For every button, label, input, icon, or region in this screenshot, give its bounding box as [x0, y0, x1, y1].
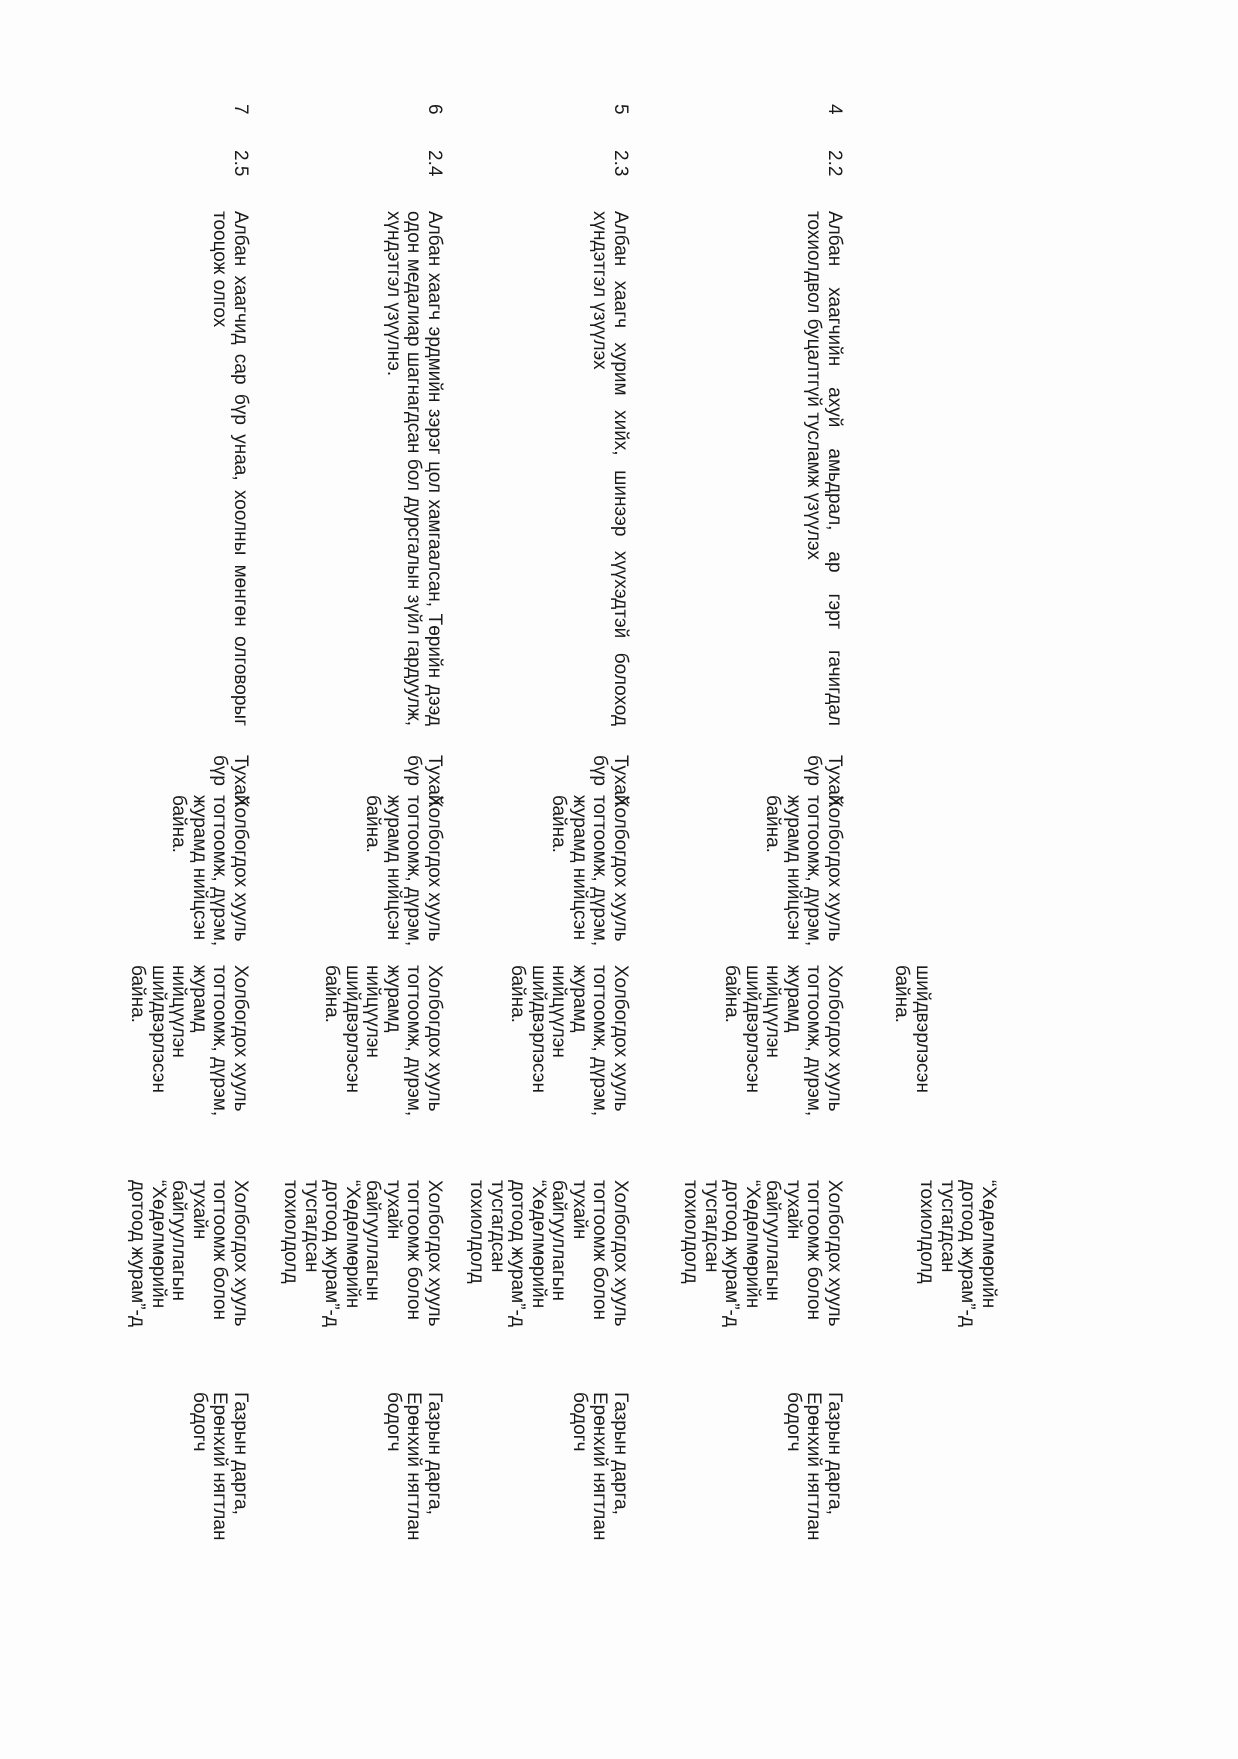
- evidence-line: байна.: [721, 965, 743, 1023]
- frequency-line: Тухай: [424, 755, 445, 806]
- basis-line: дотоод журам”-д: [507, 1180, 529, 1327]
- basis-line: тогтоомж болон: [403, 1180, 425, 1321]
- continuation-evidence-line: шийдвэрлэсэн: [912, 965, 933, 1093]
- law-status-line: байна.: [762, 795, 784, 853]
- row-code: 2.5: [230, 150, 251, 177]
- law-status-line: тогтоомж, дүрэм,: [403, 795, 425, 947]
- row-law-status: [362, 795, 444, 945]
- row-basis: [127, 1180, 250, 1355]
- row-activity: Албан хаагч эрдмийн зэрэг цол хамгаалсан, Төрийн дээд одон медалиар шагнагдсан бол дурсгалын зүйл гардуулж, хүндэтгэл үзүүлнэ.: [383, 211, 445, 726]
- evidence-line: Холбогдох хууль: [824, 965, 845, 1112]
- law-status-line: Холбогдох хууль: [824, 795, 845, 942]
- evidence-line: байна.: [507, 965, 529, 1023]
- basis-line: тогтоомж болон: [803, 1180, 825, 1321]
- basis-line: тусгагдсан: [301, 1180, 322, 1273]
- row-code: 2.2: [824, 150, 845, 177]
- frequency-line: Тухай: [230, 755, 251, 806]
- row-responsible: [189, 1392, 251, 1572]
- responsible-line: Газрын дарга,: [424, 1392, 445, 1515]
- law-status-line: тогтоомж, дүрэм,: [589, 795, 611, 947]
- row-responsible: [569, 1392, 631, 1572]
- basis-line: “Хөдөлмөрийн: [342, 1180, 363, 1309]
- law-status-line: журамд нийцсэн: [189, 795, 210, 941]
- frequency-line: Тухай: [824, 755, 845, 806]
- row-law-status: [168, 795, 250, 945]
- basis-line: тухайн: [189, 1180, 210, 1240]
- law-status-line: журамд нийцсэн: [783, 795, 804, 941]
- basis-line: байгууллагын: [762, 1180, 784, 1301]
- continuation-evidence-line: байна.: [891, 965, 913, 1023]
- basis-line: дотоод журам”-д: [127, 1180, 149, 1327]
- basis-line: тусгагдсан: [701, 1180, 722, 1273]
- basis-line: тохиолдолд: [680, 1180, 702, 1284]
- law-status-line: журамд нийцсэн: [383, 795, 404, 941]
- evidence-line: Холбогдох хууль: [424, 965, 445, 1112]
- continuation-basis-line: дотоод журам”-д: [957, 1180, 979, 1327]
- responsible-line: Ерөнхий нягтлан: [403, 1392, 425, 1541]
- frequency-line: бүр: [403, 755, 425, 786]
- basis-line: Холбогдох хууль: [230, 1180, 251, 1327]
- evidence-line: байна.: [321, 965, 343, 1023]
- evidence-line: тогтоомж, дүрэм,: [803, 965, 825, 1117]
- basis-line: “Хөдөлмөрийн: [742, 1180, 763, 1309]
- row-basis: [466, 1180, 630, 1355]
- evidence-line: шийдвэрлэсэн: [342, 965, 363, 1093]
- evidence-line: нийцүүлэн: [548, 965, 570, 1058]
- evidence-line: журамд: [189, 965, 210, 1033]
- row-basis: [280, 1180, 444, 1355]
- row-evidence: [721, 965, 844, 1140]
- basis-line: “Хөдөлмөрийн: [148, 1180, 169, 1309]
- row-code: 2.3: [610, 150, 631, 177]
- basis-line: тухайн: [383, 1180, 404, 1240]
- law-status-line: Холбогдох хууль: [230, 795, 251, 942]
- basis-line: байгууллагын: [168, 1180, 190, 1301]
- responsible-line: Ерөнхий нягтлан: [589, 1392, 611, 1541]
- row-activity: Албан хаагчийн ахуй амьдрал, ар гэрт гачигдал тохиолдвол буцалтгүй тусламж үзүүлэх: [803, 211, 845, 726]
- continuation-basis-line: “Хөдөлмөрийн: [978, 1180, 999, 1309]
- law-status-line: журамд нийцсэн: [569, 795, 590, 941]
- row-basis: [680, 1180, 844, 1355]
- basis-line: тогтоомж болон: [589, 1180, 611, 1321]
- continuation-basis-line: тусгагдсан: [937, 1180, 958, 1273]
- basis-line: Холбогдох хууль: [610, 1180, 631, 1327]
- basis-line: тохиолдолд: [466, 1180, 488, 1284]
- responsible-line: бодогч: [189, 1392, 210, 1452]
- evidence-line: журамд: [569, 965, 590, 1033]
- law-status-line: тогтоомж, дүрэм,: [803, 795, 825, 947]
- row-number: 4: [824, 104, 845, 115]
- basis-line: тухайн: [783, 1180, 804, 1240]
- responsible-line: Газрын дарга,: [824, 1392, 845, 1515]
- continuation-evidence: [891, 965, 933, 1093]
- basis-line: байгууллагын: [548, 1180, 570, 1301]
- evidence-line: шийдвэрлэсэн: [742, 965, 763, 1093]
- continuation-basis-line: тохиолдолд: [916, 1180, 938, 1284]
- law-status-line: байна.: [168, 795, 190, 853]
- responsible-line: Ерөнхий нягтлан: [209, 1392, 231, 1541]
- evidence-line: нийцүүлэн: [362, 965, 384, 1058]
- evidence-line: тогтоомж, дүрэм,: [589, 965, 611, 1117]
- row-activity: Албан хаагч хурим хийх, шинээр хүүхэдтэй болоход хүндэтгэл үзүүлэх: [589, 211, 631, 726]
- basis-line: тусгагдсан: [487, 1180, 508, 1273]
- basis-line: Холбогдох хууль: [424, 1180, 445, 1327]
- evidence-line: байна.: [127, 965, 149, 1023]
- basis-line: байгууллагын: [362, 1180, 384, 1301]
- responsible-line: Газрын дарга,: [230, 1392, 251, 1515]
- basis-line: тухайн: [569, 1180, 590, 1240]
- basis-line: тохиолдолд: [280, 1180, 302, 1284]
- row-number: 5: [610, 104, 631, 115]
- row-number: 7: [230, 104, 251, 115]
- law-status-line: байна.: [548, 795, 570, 853]
- responsible-line: бодогч: [569, 1392, 590, 1452]
- basis-line: “Хөдөлмөрийн: [528, 1180, 549, 1309]
- row-law-status: [762, 795, 844, 945]
- row-evidence: [321, 965, 444, 1140]
- frequency-line: бүр: [803, 755, 825, 786]
- evidence-line: Холбогдох хууль: [610, 965, 631, 1112]
- law-status-line: Холбогдох хууль: [424, 795, 445, 942]
- evidence-line: тогтоомж, дүрэм,: [403, 965, 425, 1117]
- responsible-line: Газрын дарга,: [610, 1392, 631, 1515]
- responsible-line: бодогч: [383, 1392, 404, 1452]
- responsible-line: бодогч: [783, 1392, 804, 1452]
- evidence-line: нийцүүлэн: [762, 965, 784, 1058]
- frequency-line: Тухай: [610, 755, 631, 806]
- law-status-line: байна.: [362, 795, 384, 853]
- basis-line: тогтоомж болон: [209, 1180, 231, 1321]
- frequency-line: бүр: [589, 755, 611, 786]
- basis-line: дотоод журам”-д: [721, 1180, 743, 1327]
- evidence-line: шийдвэрлэсэн: [148, 965, 169, 1093]
- responsible-line: Ерөнхий нягтлан: [803, 1392, 825, 1541]
- evidence-line: журамд: [783, 965, 804, 1033]
- row-evidence: [507, 965, 630, 1140]
- row-evidence: [127, 965, 250, 1140]
- continuation-basis: [916, 1180, 998, 1355]
- law-status-line: Холбогдох хууль: [610, 795, 631, 942]
- row-code: 2.4: [424, 150, 445, 177]
- row-activity: Албан хаагчид сар бүр унаа, хоолны мөнгөн олговорыг тооцож олгох: [209, 211, 251, 726]
- evidence-line: шийдвэрлэсэн: [528, 965, 549, 1093]
- evidence-line: Холбогдох хууль: [230, 965, 251, 1112]
- evidence-line: журамд: [383, 965, 404, 1033]
- basis-line: дотоод журам”-д: [321, 1180, 343, 1327]
- basis-line: Холбогдох хууль: [824, 1180, 845, 1327]
- row-law-status: [548, 795, 630, 945]
- row-responsible: [383, 1392, 445, 1572]
- row-responsible: [783, 1392, 845, 1572]
- evidence-line: тогтоомж, дүрэм,: [209, 965, 231, 1117]
- frequency-line: бүр: [209, 755, 231, 786]
- law-status-line: тогтоомж, дүрэм,: [209, 795, 231, 947]
- row-number: 6: [424, 104, 445, 115]
- evidence-line: нийцүүлэн: [168, 965, 190, 1058]
